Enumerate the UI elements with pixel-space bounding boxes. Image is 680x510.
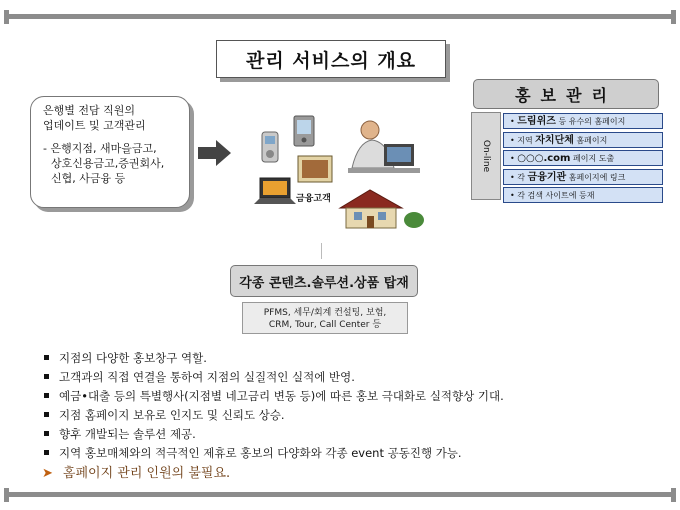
benefit-text: 예금•대출 등의 특별행사(지점별 네고금리 변동 등)에 따른 홍보 극대화로 실적향상 기대. xyxy=(59,389,504,403)
page-title: 관리 서비스의 개요 xyxy=(216,40,446,78)
staff-heading xyxy=(43,103,181,133)
customer-person-icon xyxy=(348,121,420,173)
square-bullet-icon xyxy=(44,374,49,379)
benefits-list xyxy=(40,349,660,484)
square-bullet-icon xyxy=(44,393,49,398)
services-line2: CRM, Tour, Call Center 등 xyxy=(268,320,382,330)
benefit-text: 고객과의 직접 연결을 통하여 지점의 실질적인 실적에 반영. xyxy=(59,370,355,384)
financial-customer-clipart xyxy=(236,108,446,236)
promo-item: • 드림위즈 등 유수의 홈페이지 xyxy=(503,113,663,129)
services-box xyxy=(242,302,408,334)
promo-item-strong: ○○○.com xyxy=(517,153,571,164)
bottom-right-frame-cap xyxy=(671,488,676,502)
online-label xyxy=(471,112,501,200)
benefit-item xyxy=(40,349,660,368)
benefit-item xyxy=(40,425,660,444)
house-icon xyxy=(340,190,424,228)
promo-item-strong: 드림위즈 xyxy=(517,116,556,127)
content-solution-box: 각종 콘텐츠.솔루션.상품 탑재 xyxy=(230,265,418,297)
staff-heading-line1: 은행별 전담 직원의 xyxy=(43,104,136,117)
top-right-frame-cap xyxy=(671,10,676,24)
benefit-item xyxy=(40,387,660,406)
arrowhead-bullet-icon: ➤ xyxy=(42,466,53,481)
mobile-phone-icon xyxy=(262,132,278,162)
promo-item-text: 등 유수의 홈페이지 xyxy=(555,117,626,126)
square-bullet-icon xyxy=(44,412,49,417)
benefit-item xyxy=(40,444,660,463)
final-point-text: 홈페이지 관리 인원의 불필요. xyxy=(62,466,231,481)
online-label-text: On-line xyxy=(481,139,491,173)
pda-icon xyxy=(294,116,314,146)
square-bullet-icon xyxy=(44,450,49,455)
top-frame-bar xyxy=(8,14,672,19)
benefit-text: 향후 개발되는 솔루션 제공. xyxy=(59,427,196,441)
institution-list-line1: - 은행지점, 새마을금고, xyxy=(43,142,157,155)
promo-item-prefix: 지역 xyxy=(517,135,536,145)
monitor-icon xyxy=(298,156,332,182)
top-left-frame-cap xyxy=(4,10,9,24)
benefit-item xyxy=(40,406,660,425)
benefit-text: 지점의 다양한 홍보창구 역할. xyxy=(59,351,207,365)
up-connector-line xyxy=(321,243,322,259)
promo-item: • 각 검색 사이트에 등재 xyxy=(503,187,663,203)
bottom-frame-bar xyxy=(8,492,672,497)
promo-item-prefix: 각 xyxy=(517,172,528,182)
services-line1: PFMS, 세무/회계 컨설팅, 보험, xyxy=(263,308,387,318)
staff-management-box xyxy=(30,96,190,208)
benefit-item xyxy=(40,368,660,387)
promo-item-strong: 금융기관 xyxy=(527,171,567,183)
right-arrow-icon xyxy=(198,140,232,166)
benefit-text: 지역 홍보매체와의 적극적인 제휴로 홍보의 다양화와 각종 event 공동진행 가능. xyxy=(59,446,462,460)
financial-customer-caption: 금융고객 xyxy=(296,194,331,204)
promo-item-text: 페이지 도출 xyxy=(570,154,615,163)
institution-list-line2: 상호신용금고,증권회사, xyxy=(51,157,165,170)
laptop-icon xyxy=(254,178,296,204)
promo-item: • 각 금융기관 홈페이지에 링크 xyxy=(503,169,663,185)
staff-heading-line2: 업데이트 및 고객관리 xyxy=(43,119,146,132)
promo-item: • ○○○.com 페이지 도출 xyxy=(503,150,663,166)
promo-item: • 지역 자치단체 홈페이지 xyxy=(503,132,663,148)
promotion-channel-list xyxy=(503,113,663,206)
square-bullet-icon xyxy=(44,355,49,360)
benefit-text: 지점 홈페이지 보유로 인지도 및 신뢰도 상승. xyxy=(59,408,285,422)
square-bullet-icon xyxy=(44,431,49,436)
final-point xyxy=(40,464,660,484)
institution-list-line3: 신협, 사금융 등 xyxy=(51,172,126,185)
bottom-left-frame-cap xyxy=(4,488,9,502)
promotion-management-header: 홍보관리 xyxy=(473,79,659,109)
promo-item-text: 홈페이지 xyxy=(573,135,608,145)
promo-item-text: 홈페이지에 링크 xyxy=(566,172,626,182)
promo-item-strong: 자치단체 xyxy=(535,134,574,146)
promo-item-text: 각 검색 사이트에 등재 xyxy=(517,191,595,200)
